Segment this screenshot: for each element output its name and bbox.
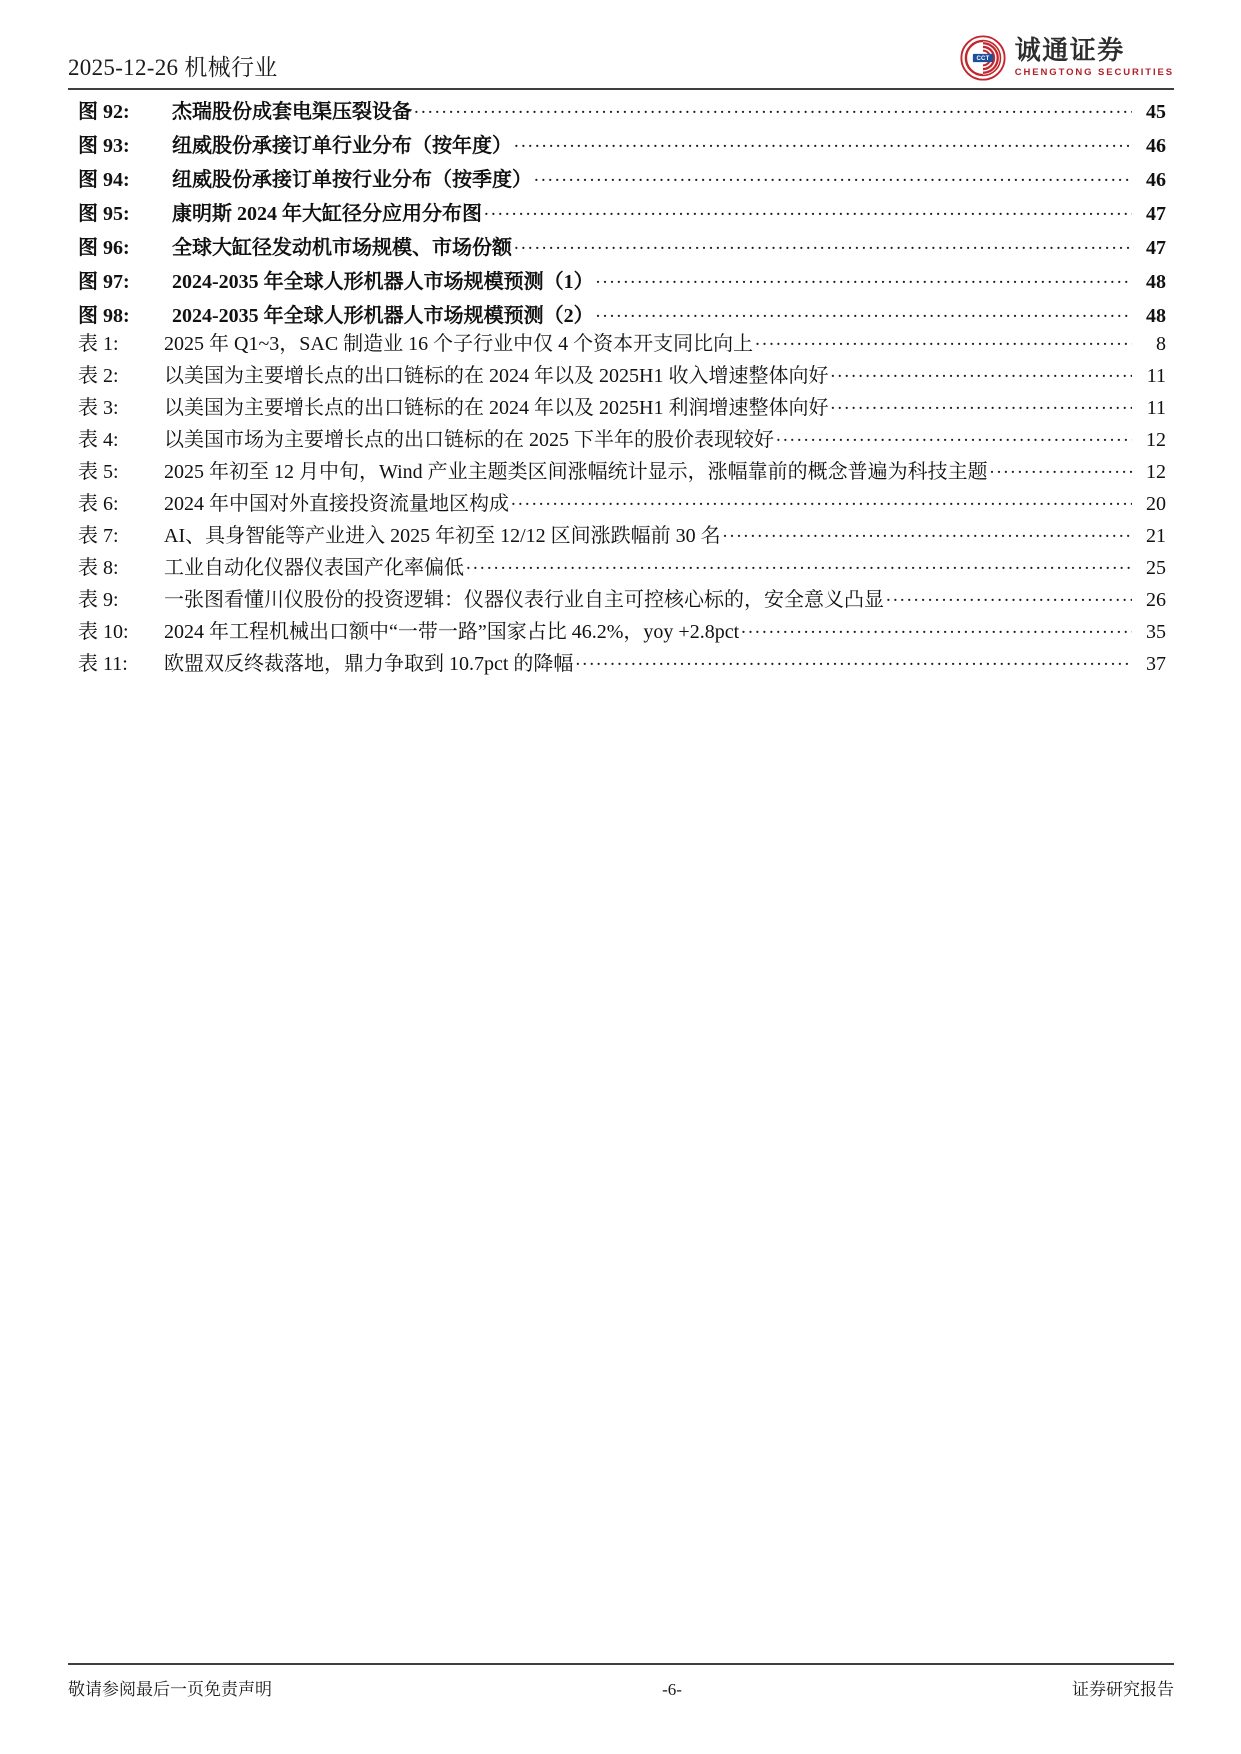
figure-label: 图 98: bbox=[78, 305, 130, 327]
table-label: 表 11: bbox=[78, 653, 128, 675]
table-label: 表 7: bbox=[78, 525, 119, 547]
table-list-item[interactable] bbox=[78, 334, 1166, 366]
figure-page-number: 48 bbox=[1146, 305, 1166, 327]
table-title: AI、具身智能等产业进入 2025 年初至 12/12 区间涨跌幅前 30 名 bbox=[164, 525, 721, 547]
table-title: 以美国市场为主要增长点的出口链标的在 2025 下半年的股价表现较好 bbox=[164, 429, 774, 451]
leader-dots bbox=[511, 494, 1132, 510]
table-title: 欧盟双反终裁落地，鼎力争取到 10.7pct 的降幅 bbox=[164, 653, 574, 675]
table-page-number: 37 bbox=[1146, 653, 1166, 675]
leader-dots bbox=[830, 398, 1132, 414]
figure-title: 康明斯 2024 年大缸径分应用分布图 bbox=[172, 203, 482, 225]
figure-label: 图 93: bbox=[78, 135, 130, 157]
table-list-item[interactable] bbox=[78, 462, 1166, 494]
leader-dots bbox=[886, 590, 1132, 606]
figure-page-number: 47 bbox=[1146, 237, 1166, 259]
leader-dots bbox=[466, 558, 1132, 574]
leader-dots bbox=[514, 136, 1132, 152]
footer-disclaimer: 敬请参阅最后一页免责声明 bbox=[68, 1680, 272, 1699]
leader-dots bbox=[755, 334, 1132, 350]
table-label: 表 5: bbox=[78, 461, 119, 483]
figure-list-item[interactable] bbox=[78, 136, 1166, 170]
table-page-number: 11 bbox=[1146, 397, 1166, 419]
table-list-item[interactable] bbox=[78, 526, 1166, 558]
table-list-item[interactable] bbox=[78, 622, 1166, 654]
table-page-number: 25 bbox=[1146, 557, 1166, 579]
leader-dots bbox=[723, 526, 1132, 542]
chengtong-circles-icon bbox=[960, 35, 1006, 81]
footer-divider bbox=[68, 1663, 1174, 1665]
leader-dots bbox=[596, 272, 1132, 288]
table-label: 表 6: bbox=[78, 493, 119, 515]
table-label: 表 9: bbox=[78, 589, 119, 611]
figure-list-item[interactable] bbox=[78, 170, 1166, 204]
figure-page-number: 45 bbox=[1146, 101, 1166, 123]
leader-dots bbox=[830, 366, 1132, 382]
leader-dots bbox=[484, 204, 1132, 220]
table-title: 工业自动化仪器仪表国产化率偏低 bbox=[164, 557, 464, 579]
table-page-number: 12 bbox=[1146, 429, 1166, 451]
table-title: 一张图看懂川仪股份的投资逻辑：仪器仪表行业自主可控核心标的，安全意义凸显 bbox=[164, 589, 884, 611]
footer-report-type: 证券研究报告 bbox=[1071, 1680, 1174, 1699]
figure-label: 图 92: bbox=[78, 101, 130, 123]
table-page-number: 26 bbox=[1146, 589, 1166, 611]
figure-label: 图 96: bbox=[78, 237, 130, 259]
figure-title: 2024-2035 年全球人形机器人市场规模预测（2） bbox=[172, 305, 594, 327]
figure-list-item[interactable] bbox=[78, 204, 1166, 238]
figure-title: 全球大缸径发动机市场规模、市场份额 bbox=[172, 237, 512, 259]
table-page-number: 20 bbox=[1146, 493, 1166, 515]
table-label: 表 8: bbox=[78, 557, 119, 579]
table-list-item[interactable] bbox=[78, 558, 1166, 590]
table-list-item[interactable] bbox=[78, 366, 1166, 398]
table-list-item[interactable] bbox=[78, 430, 1166, 462]
figure-page-number: 46 bbox=[1146, 135, 1166, 157]
logo-monogram-text: CCT bbox=[976, 56, 990, 63]
leader-dots bbox=[575, 654, 1132, 670]
table-title: 2025 年 Q1~3，SAC 制造业 16 个子行业中仅 4 个资本开支同比向上 bbox=[164, 333, 754, 355]
table-label: 表 4: bbox=[78, 429, 119, 451]
table-title: 以美国为主要增长点的出口链标的在 2024 年以及 2025H1 收入增速整体向好 bbox=[164, 365, 829, 387]
leader-dots bbox=[514, 238, 1132, 254]
table-page-number: 11 bbox=[1146, 365, 1166, 387]
figure-title: 杰瑞股份成套电渠压裂设备 bbox=[172, 101, 412, 123]
leader-dots bbox=[776, 430, 1132, 446]
page-footer bbox=[68, 1663, 1174, 1700]
table-title: 2024 年中国对外直接投资流量地区构成 bbox=[164, 493, 509, 515]
table-page-number: 12 bbox=[1146, 461, 1166, 483]
table-title: 2024 年工程机械出口额中“一带一路”国家占比 46.2%，yoy +2.8pct bbox=[164, 621, 740, 643]
figure-label: 图 97: bbox=[78, 271, 130, 293]
leader-dots bbox=[534, 170, 1132, 186]
leader-dots bbox=[596, 306, 1132, 322]
brand-logo-text bbox=[1015, 38, 1174, 78]
table-list bbox=[78, 334, 1166, 686]
table-label: 表 1: bbox=[78, 333, 119, 355]
table-page-number: 8 bbox=[1156, 333, 1166, 355]
figure-title: 纽威股份承接订单行业分布（按年度） bbox=[172, 135, 512, 157]
figure-page-number: 47 bbox=[1146, 203, 1166, 225]
table-title: 以美国为主要增长点的出口链标的在 2024 年以及 2025H1 利润增速整体向好 bbox=[164, 397, 829, 419]
table-list-item[interactable] bbox=[78, 494, 1166, 526]
header-date-industry: 2025-12-26 机械行业 bbox=[68, 55, 278, 80]
table-title: 2025 年初至 12 月中旬，Wind 产业主题类区间涨幅统计显示，涨幅靠前的概念普遍为科技主题 bbox=[164, 461, 988, 483]
table-list-item[interactable] bbox=[78, 398, 1166, 430]
table-label: 表 10: bbox=[78, 621, 129, 643]
table-label: 表 2: bbox=[78, 365, 119, 387]
header-divider bbox=[68, 88, 1174, 90]
figure-list-item[interactable] bbox=[78, 102, 1166, 136]
figure-list-item[interactable] bbox=[78, 238, 1166, 272]
figure-page-number: 46 bbox=[1146, 169, 1166, 191]
figure-title: 2024-2035 年全球人形机器人市场规模预测（1） bbox=[172, 271, 594, 293]
leader-dots bbox=[414, 102, 1132, 118]
brand-logo bbox=[960, 35, 1174, 81]
table-list-item[interactable] bbox=[78, 654, 1166, 686]
leader-dots bbox=[741, 622, 1132, 638]
footer-page-number: -6- bbox=[662, 1680, 682, 1699]
figure-list bbox=[78, 102, 1166, 340]
table-page-number: 35 bbox=[1146, 621, 1166, 643]
figure-label: 图 95: bbox=[78, 203, 130, 225]
table-label: 表 3: bbox=[78, 397, 119, 419]
figure-title: 纽威股份承接订单按行业分布（按季度） bbox=[172, 169, 532, 191]
leader-dots bbox=[990, 462, 1132, 478]
brand-name-cn: 诚通证券 bbox=[1014, 36, 1125, 66]
brand-name-en: CHENGTONG SECURITIES bbox=[1014, 67, 1174, 79]
figure-label: 图 94: bbox=[78, 169, 130, 191]
table-page-number: 21 bbox=[1146, 525, 1166, 547]
page-header bbox=[68, 28, 1174, 90]
table-list-item[interactable] bbox=[78, 590, 1166, 622]
figure-page-number: 48 bbox=[1146, 271, 1166, 293]
figure-list-item[interactable] bbox=[78, 272, 1166, 306]
